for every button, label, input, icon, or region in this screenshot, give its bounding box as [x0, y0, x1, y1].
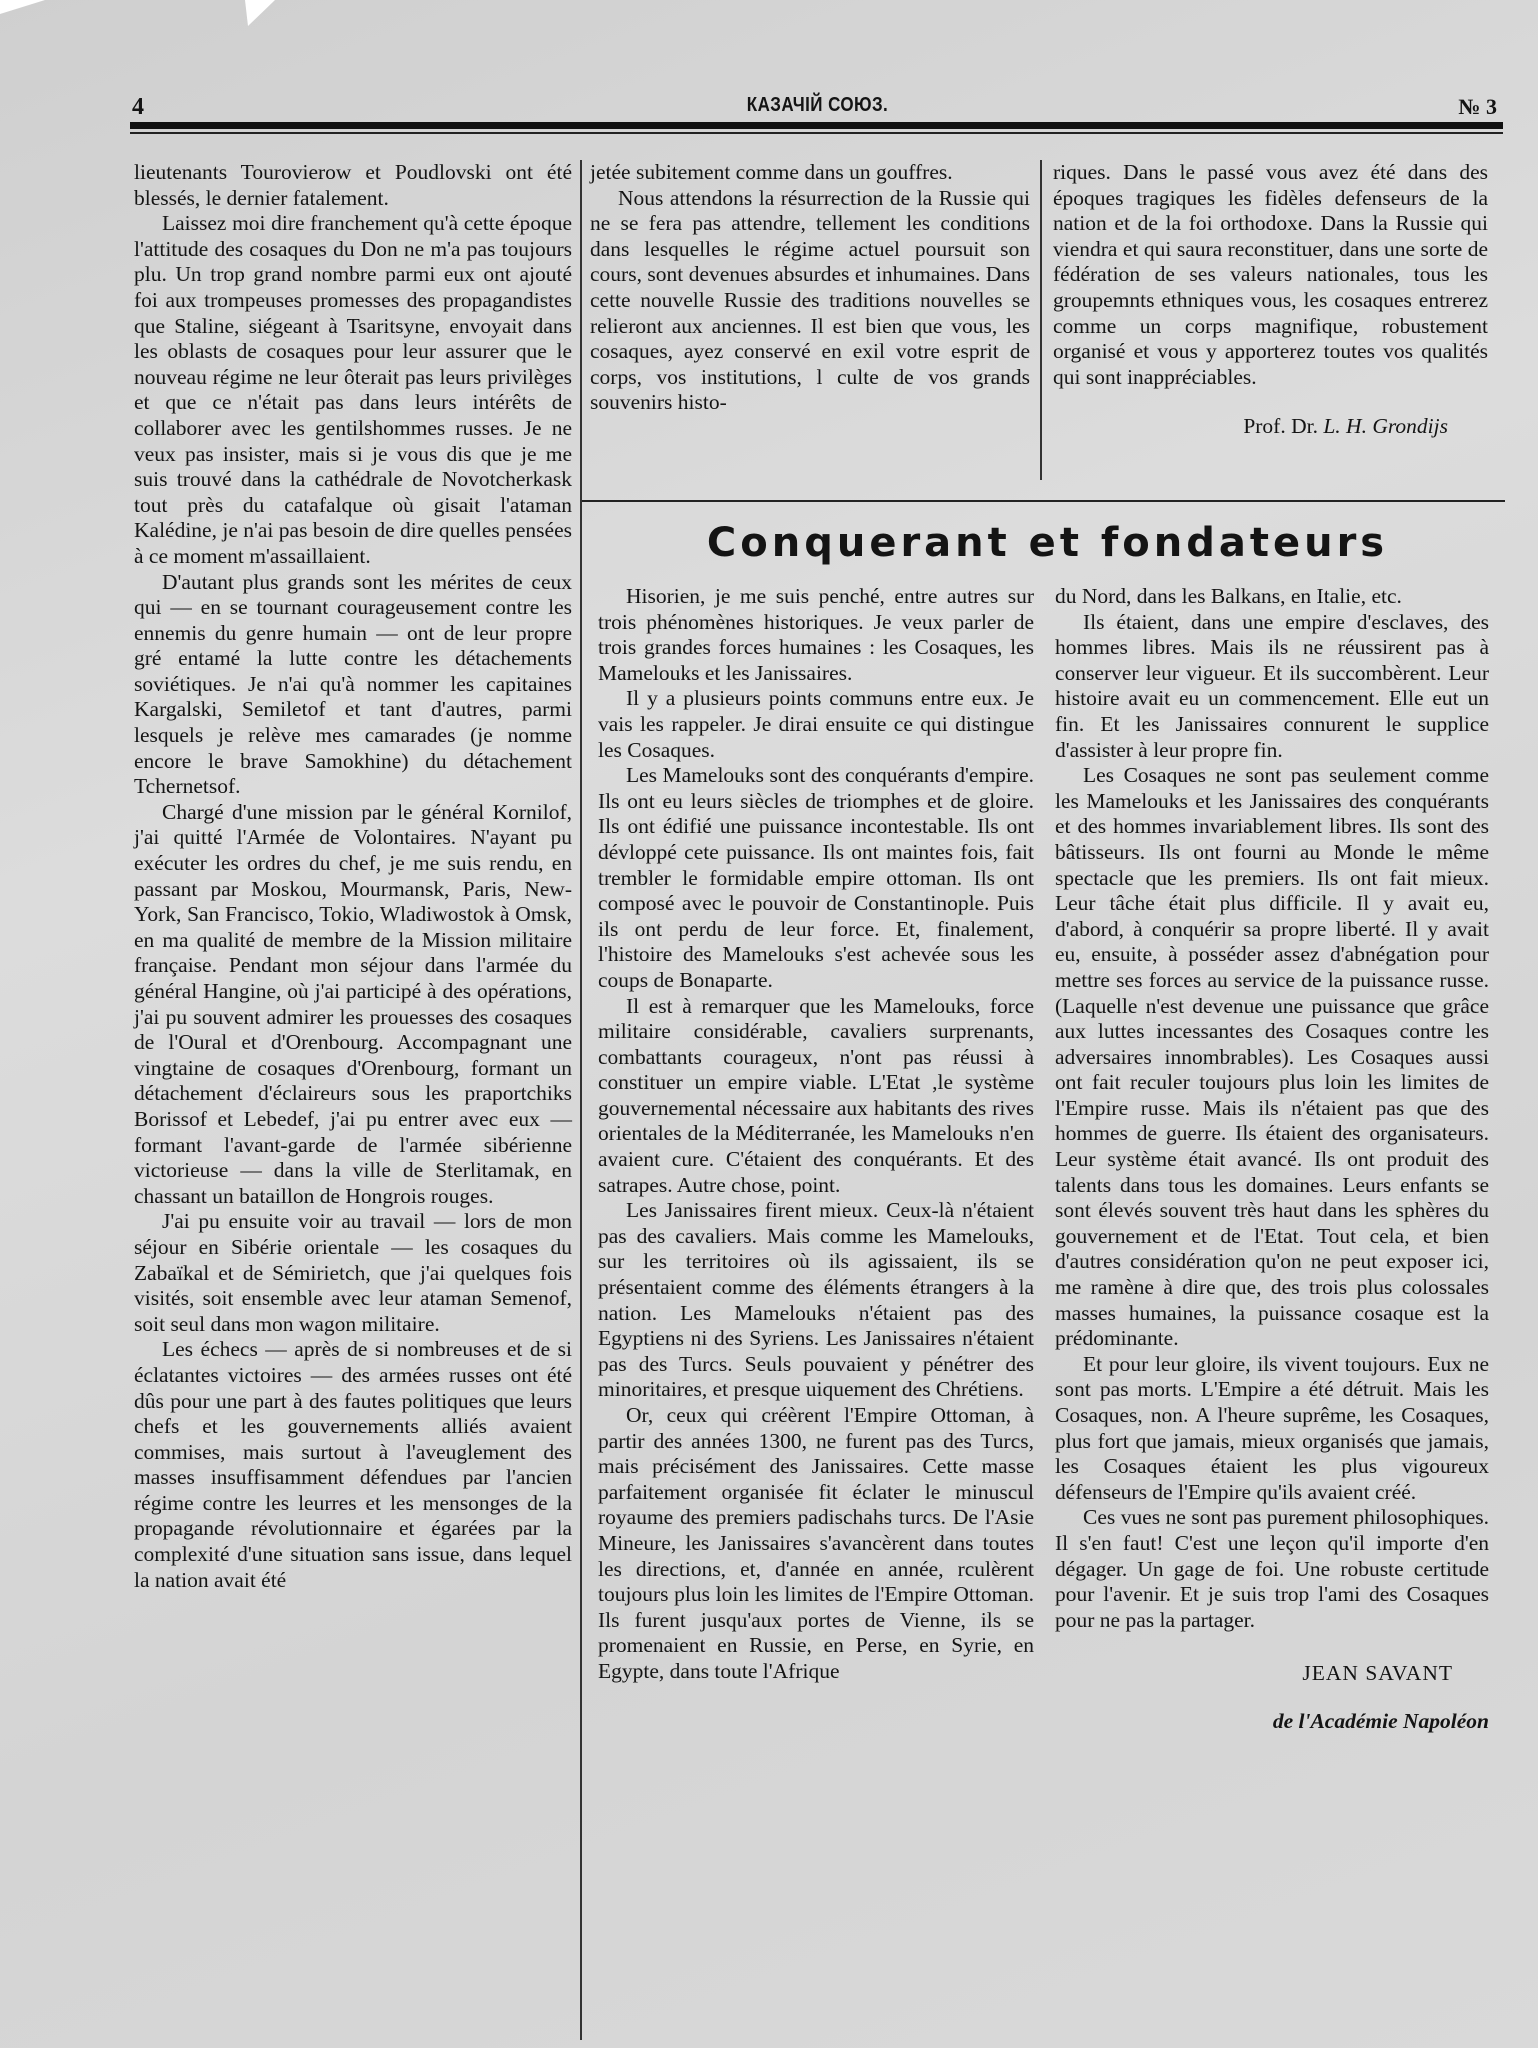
paragraph: Les Mamelouks sont des conquérants d'empire. Ils ont eu leurs siècles de triomphes et de gloire. Ils ont édifié une puissance incontestable. Ils ont dévloppé cete puissance. Ils ont maintes fois, fait trembler le formidable empire ottoman. Ils ont composé avec le pouvoir de Constantinople. Puis ils ont perdu de leur force. Et, finalement, l'histoire des Mamelouks s'est achevée sous les coups de Bonaparte. [598, 763, 1034, 992]
paragraph: D'autant plus grands sont les mérites de ceux qui — en se tournant courageusement contre les ennemis du genre humain — ont de leur propre gré entamé la lutte contre les détachements soviétiques. Je n'ai qu'à nommer les capitaines Kargalski, Semiletof et tant d'autres, parmi lesquels je relève mes camarades (je nomme encore le brave Samokhine) du détachement Tchernetsof. [134, 569, 572, 799]
prev-article-signature [1053, 414, 1488, 440]
paragraph: du Nord, dans les Balkans, en Italie, etc. [1055, 584, 1402, 608]
paragraph: Nous attendons la résurrection de la Russie qui ne se fera pas attendre, tellement les conditions dans lesquelles le régime actuel poursuit son cours, sont devenues absurdes et inhumaines. Dans cette nouvelle Russie des traditions nouvelles se relieront aux anciennes. Il est bien que vous, les cosaques, ayez conservé en exil votre esprit de corps, vos institutions, l culte de vos grands souvenirs histo- [590, 185, 1030, 415]
paper-tear-center [245, 0, 275, 26]
article-column-right [1055, 584, 1489, 1735]
prev-article-column-2 [590, 160, 1030, 416]
masthead-rule-thick [130, 122, 1503, 129]
paragraph: Les échecs — après de si nombreuses et de si éclatantes victoires — des armées russes ont été dûs pour une part à des fautes politiques que leurs chefs et les gouvernements alliés avaient commises, mais surtout à l'aveuglement des masses insuffisamment défendues par l'ancien régime contre les leurres et les mensonges de la propagande révolutionnaire et égarées par la complexité d'une situation sans issue, dans lequel la nation avait été [134, 1337, 572, 1592]
paragraph: Les Cosaques ne sont pas seulement comme les Mamelouks et les Janissaires des conquérants et des hommes invariablement libres. Ils sont des bâtisseurs. Ils ont fourni au Monde le même spectacle que les premiers. Ils ont fait mieux. Leur tâche était plus difficile. Il y avait eu, d'abord, à conquérir sa propre liberté. Il y avait eu, ensuite, à posséder assez d'abnégation pour mettre ses forces au service de la puissance russe. (Laquelle n'est devenue une puissance que grâce aux luttes incessantes des Cosaques contre les adversaires innombrables). Les Cosaques aussi ont fait reculer toujours plus loin les limites de l'Empire russe. Mais ils n'étaient pas que des hommes de guerre. Ils étaient des organisateurs. Leur système était avancé. Ils ont produit des talents dans tous les domaines. Leurs enfants se sont élevés souvent très haut dans les sphères du gouvernement et de l'Etat. Tout cela, et bien d'autres considération qu'on ne peut exposer ici, me ramène à dire que, des trois plus colossales masses humaines, la puissance cosaque est la prédominante. [1055, 763, 1489, 1351]
paragraph: Il y a plusieurs points communs entre eux. Je vais les rappeler. Je dirai ensuite ce qui distingue les Cosaques. [598, 686, 1034, 762]
prev-article-column-1 [134, 160, 572, 1593]
paragraph: Ces vues ne sont pas purement philosophiques. Il s'en faut! C'est une leçon qu'il importe d'en dégager. Un gage de foi. Une robuste certitude pour l'avenir. Et je suis trop l'ami des Cosaques pour ne pas la partager. [1055, 1505, 1489, 1632]
paragraph: Or, ceux qui créèrent l'Empire Ottoman, à partir des années 1300, ne furent pas des Turcs, mais précisément des Janissaires. Cette masse parfaitement organisée fit éclater le minuscul royaume des premiers padischahs turcs. De l'Asie Mineure, les Janissaires s'avancèrent dans toutes les directions, et, d'année en année, rculèrent toujours plus loin les limites de l'Empire Ottoman. Ils furent jusqu'aux portes de Vienne, ils se promenaient en Russie, en Perse, en Syrie, en Egypte, dans toute l'Afrique [598, 1403, 1034, 1683]
prev-article-column-3 [1053, 160, 1488, 440]
paragraph: Laissez moi dire franchement qu'à cette époque l'attitude des cosaques du Don ne m'a pas toujours plu. Un trop grand nombre parmi eux ont ajouté foi aux trompeuses promesses des propagandistes que Staline, siégeant à Tsaritsyne, envoyait dans les oblasts de cosaques pour leur assurer que le nouveau régime ne leur ôterait pas leurs privilèges et que ce n'était pas dans leurs intérêts de collaborer avec les gentilshommes russes. Je ne veux pas insister, mais si je vous dis que je me suis trouvé dans la cathédrale de Novotcherkask tout près du catafalque où gisait l'ataman Kalédine, je n'ai pas besoin de dire quelles pensées à ce moment m'assaillaient. [134, 211, 572, 568]
paragraph: Hisorien, je me suis penché, entre autres sur trois phénomènes historiques. Je veux parler de trois grandes forces humaines : les Cosaques, les Mamelouks et les Janissaires. [598, 584, 1034, 685]
paper-tear-left [0, 0, 45, 14]
paragraph: riques. Dans le passé vous avez été dans des époques tragiques les fidèles defenseurs de la nation et de la foi orthodoxe. Dans la Russie qui viendra et qui saura reconstituer, dans une sorte de fédération de ses valeurs nationales, tous les groupemnts ethniques vous, les cosaques entrerez comme un corps magnifique, robustement organisé et vous y apporterez toutes vos qualités qui sont inappréciables. [1053, 160, 1488, 389]
column-divider [1040, 160, 1042, 480]
paragraph: lieutenants Tourovierow et Poudlovski ont été blessés, le dernier fatalement. [134, 160, 572, 210]
signature-name: L. H. Grondijs [1323, 414, 1448, 439]
paragraph: Et pour leur gloire, ils vivent toujours. Eux ne sont pas morts. L'Empire a été détruit. Mais les Cosaques, non. A l'heure suprême, les Cosaques, plus fort que jamais, mieux organisés que jamais, les Cosaques étaient les plus vigoureux défenseurs de l'Empire qu'ils avaient créé. [1055, 1351, 1489, 1504]
author-affiliation: de l'Académie Napoléon [1272, 1708, 1489, 1733]
article-headline: Conquerant et fondateurs [706, 520, 1389, 566]
article-column-left [598, 584, 1034, 1685]
page-number: 4 [132, 94, 144, 120]
article-author: JEAN SAVANT [1302, 1661, 1453, 1686]
column-divider [580, 160, 582, 2040]
masthead-rule-thin [130, 132, 1503, 134]
issue-number: № 3 [1458, 94, 1497, 119]
newspaper-title: КАЗАЧІЙ СОЮЗ. [746, 94, 889, 116]
paragraph: J'ai pu ensuite voir au travail — lors de mon séjour en Sibérie orientale — les cosaques du Zabaïkal et de Sémirietch, que j'ai quelques fois visités, soit ensemble avec leur ataman Semenof, soit seul dans mon wagon militaire. [134, 1209, 572, 1336]
paragraph: Les Janissaires firent mieux. Ceux-là n'étaient pas des cavaliers. Mais comme les Mamelouks, sur les territoires où ils agissaient, ils se présentaient comme des éléments étrangers à la nation. Les Mamelouks n'étaient pas des Egyptiens ni des Syriens. Les Janissaires n'étaient pas des Turcs. Seuls pouvaient y pénétrer des minoritaires, et presque uiquement des Chrétiens. [598, 1198, 1034, 1402]
paragraph: Ils étaient, dans une empire d'esclaves, des hommes libres. Mais ils ne réussirent pas à conserver leur viguеur. Et ils succombèrent. Leur histoire avait eu un commencement. Elle eut un fin. Et les Janissaires connurent le supplice d'assister à leur propre fin. [1055, 609, 1489, 762]
paragraph: Chargé d'une mission par le général Kornilof, j'ai quitté l'Armée de Volontaires. N'ayant pu exécuter les ordres du chef, je me suis rendu, en passant par Moskou, Mourmansk, Paris, New-York, San Francisco, Tokio, Wladiwostok à Omsk, en ma qualité de membre de la Mission militaire française. Pendant mon séjour dans l'armée du général Hangine, où j'ai participé à des opérations, j'ai pu souvent admirer les prouesses des cosaques de l'Oural et d'Orenbourg. Accompagnant une vingtaine de cosaques d'Orenbourg, formant un détachement d'éclaireurs sous les praportchiks Borissof et Lebedef, j'ai pu entrer avec eux — formant l'avant-garde de l'armée sibérienne victorieuse — dans la ville de Sterlitamak, en chassant un bataillon de Hongrois rouges. [134, 799, 572, 1208]
signature-prefix: Prof. Dr. [1243, 414, 1324, 439]
paragraph: Il est à remarquer que les Mamelouks, force militaire considérable, cavaliers surprenants, combattants courageux, n'ont pas réussi à constituer un empire viable. L'Etat ,le système gouvernemental nécessaire aux habitants des rives orientales de la Méditerranée, les Mamelouks n'en avaient cure. C'étaient des conquérants. Et des satrapes. Autre chose, point. [598, 993, 1034, 1197]
article-separator [582, 500, 1505, 502]
masthead [130, 92, 1505, 122]
paragraph: jetée subitement comme dans un gouffres. [590, 160, 953, 184]
